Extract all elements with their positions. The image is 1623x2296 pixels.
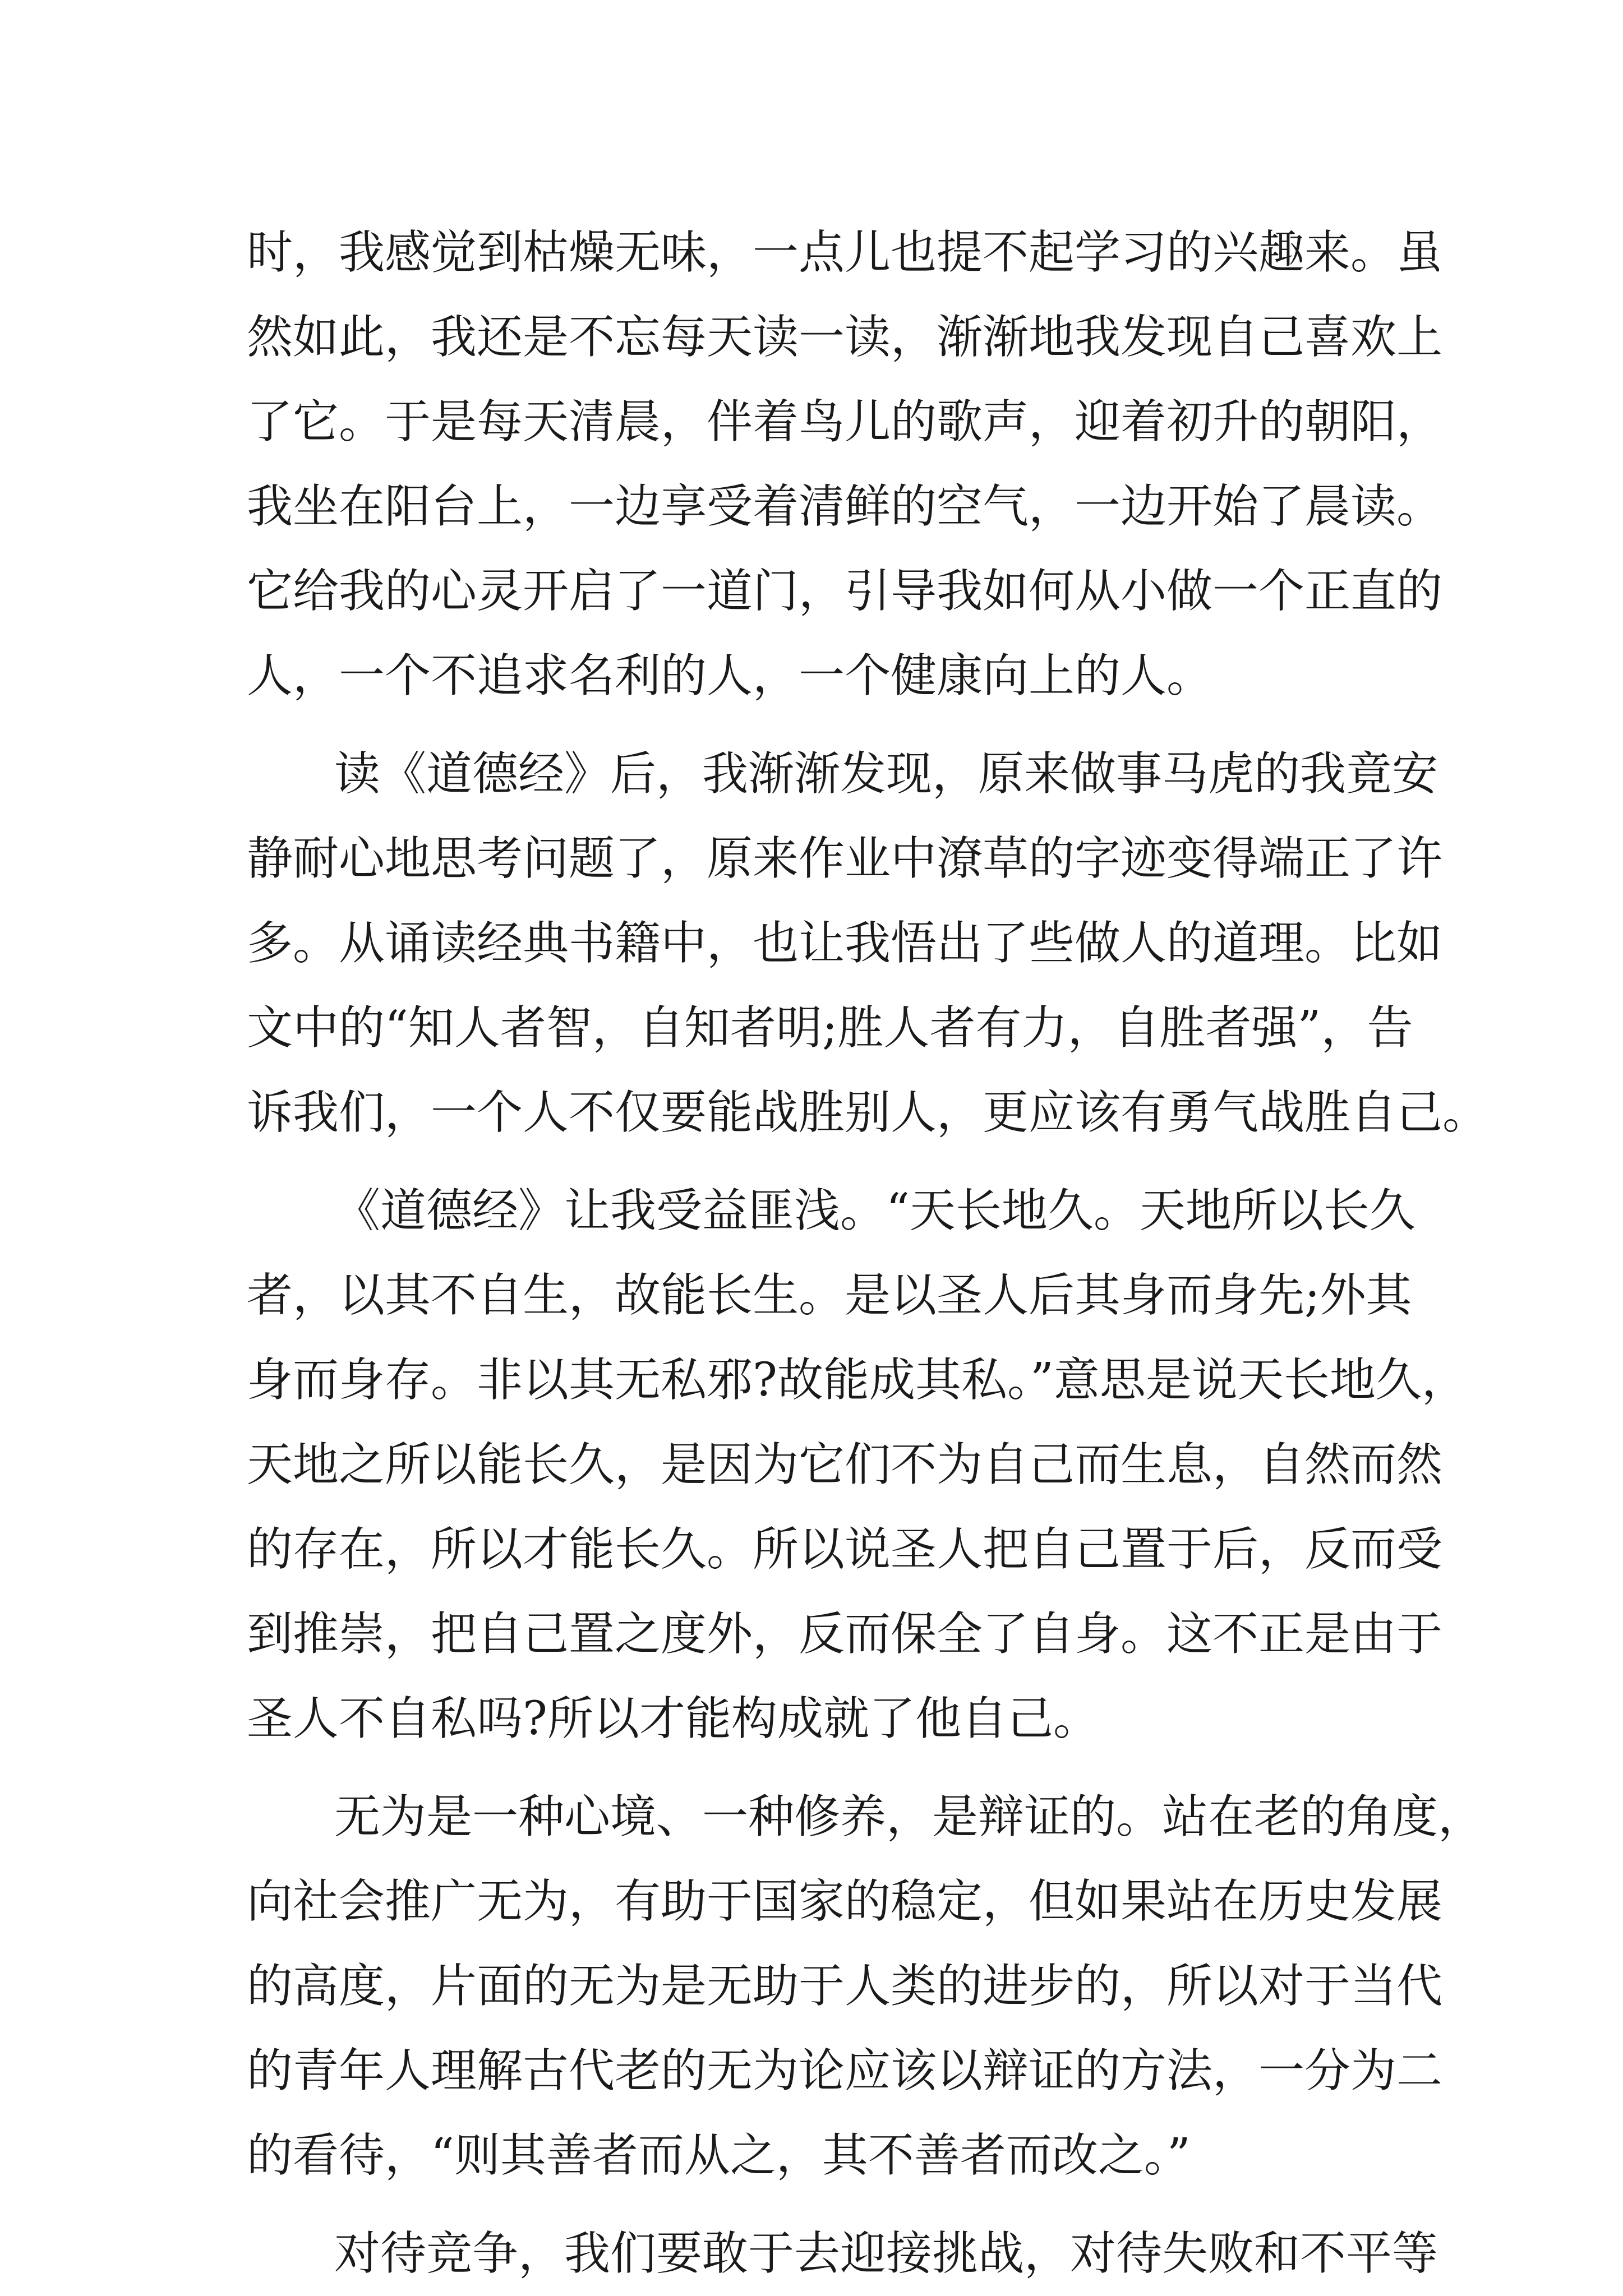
text-line: 我坐在阳台上，一边享受着清鲜的空气，一边开始了晨读。 bbox=[247, 480, 1443, 533]
body-text bbox=[247, 210, 1489, 2296]
text-line: 时，我感觉到枯燥无味，一点儿也提不起学习的兴趣来。虽 bbox=[247, 226, 1443, 279]
paragraph-first-line: 读《道德经》后，我渐渐发现，原来做事马虎的我竟安 bbox=[334, 747, 1438, 801]
text-line: 圣人不自私吗?所以才能构成就了他自己。 bbox=[247, 1692, 1099, 1745]
paragraph-first-line: 对待竞争，我们要敢于去迎接挑战，对待失败和不平等 bbox=[334, 2227, 1438, 2280]
text-line: 多。从诵读经典书籍中，也让我悟出了些做人的道理。比如 bbox=[247, 917, 1443, 970]
text-line: 然如此，我还是不忘每天读一读，渐渐地我发现自己喜欢上 bbox=[247, 311, 1443, 364]
text-line: 向社会推广无为，有助于国家的稳定，但如果站在历史发展 bbox=[247, 1875, 1443, 1928]
text-line: 了它。于是每天清晨，伴着鸟儿的歌声，迎着初升的朝阳， bbox=[247, 395, 1443, 449]
text-line: 的青年人理解古代老的无为论应该以辩证的方法，一分为二 bbox=[247, 2044, 1443, 2098]
text-line: 身而身存。非以其无私邪?故能成其私。”意思是说天长地久， bbox=[247, 1353, 1468, 1407]
text-line: 人，一个不追求名利的人，一个健康向上的人。 bbox=[247, 649, 1213, 703]
text-line: 诉我们，一个人不仅要能战胜别人，更应该有勇气战胜自己。 bbox=[247, 1086, 1489, 1139]
text-line: 的高度，片面的无为是无助于人类的进步的，所以对于当代 bbox=[247, 1960, 1443, 2013]
text-line: 者，以其不自生，故能长生。是以圣人后其身而身先;外其 bbox=[247, 1269, 1412, 1322]
text-line: 到推崇，把自己置之度外，反而保全了自身。这不正是由于 bbox=[247, 1607, 1443, 1661]
paragraph-first-line: 《道德经》让我受益匪浅。“天长地久。天地所以长久 bbox=[334, 1184, 1415, 1237]
text-line: 的存在，所以才能长久。所以说圣人把自己置于后，反而受 bbox=[247, 1523, 1443, 1576]
text-line: 天地之所以能长久，是因为它们不为自己而生息，自然而然 bbox=[247, 1438, 1443, 1491]
text-line: 文中的“知人者智，自知者明;胜人者有力，自胜者强”，告 bbox=[247, 1001, 1413, 1055]
text-line: 的看待，“则其善者而从之，其不善者而改之。” bbox=[247, 2129, 1191, 2182]
paragraph-first-line: 无为是一种心境、一种修养，是辩证的。站在老的角度， bbox=[334, 1790, 1484, 1844]
text-line: 静耐心地思考问题了，原来作业中潦草的字迹变得端正了许 bbox=[247, 832, 1443, 885]
text-line: 它给我的心灵开启了一道门，引导我如何从小做一个正直的 bbox=[247, 565, 1443, 618]
